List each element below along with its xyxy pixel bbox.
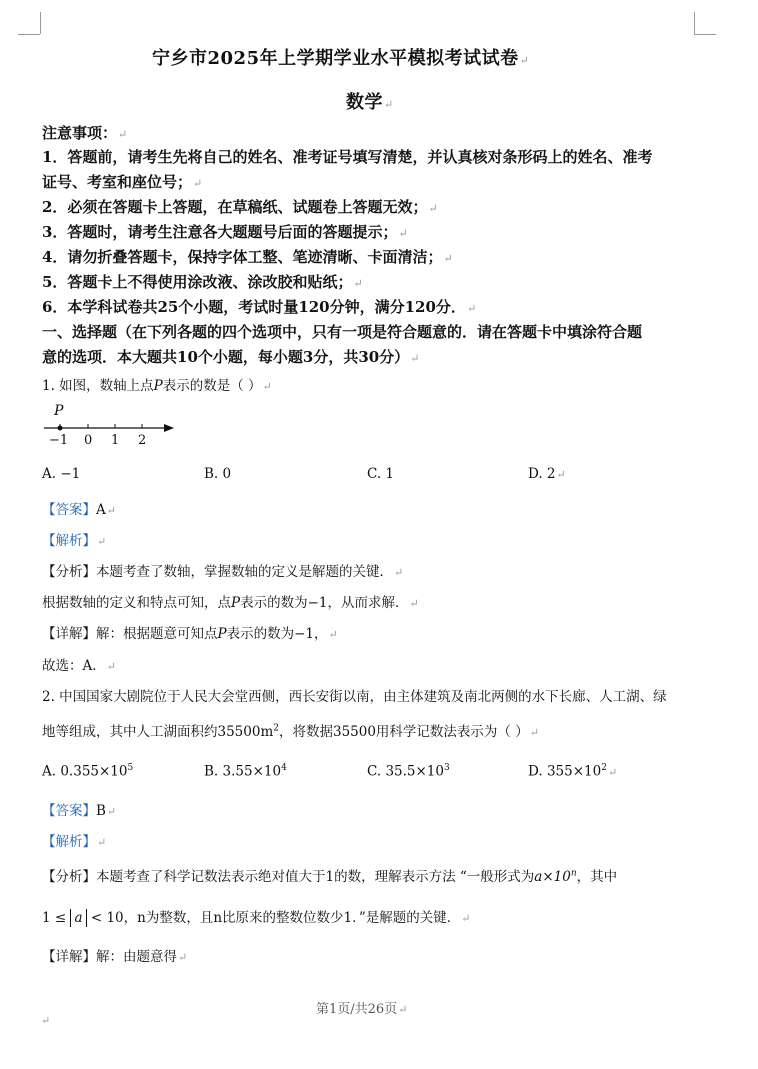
q1-fenxi: 【分析】本题考查了数轴，掌握数轴的定义是解题的关键．↵ [42,564,404,580]
q1-answer: 【答案】A↵ [42,502,116,518]
tick-label: 1 [111,433,120,448]
tick-label: 0 [84,433,93,448]
q2-detail: 【详解】解：由题意得↵ [42,949,188,965]
crop-mark-top-right-h [694,34,716,35]
point-p-label: P [54,403,64,419]
q1-analysis-tag: 【解析】↵ [42,533,107,549]
q1-reason: 根据数轴的定义和特点可知，点P表示的数为−1，从而求解．↵ [42,595,419,611]
q2-stem-line2: 地等组成，其中人工湖面积约$35500m^2$，将数据35500用科学记数法表示为（ ）↵ [42,723,539,740]
notes-item-3: 3．答题时，请考生注意各大题题号后面的答题提示；↵ [42,223,408,241]
q2-fenxi: 【分析】本题考查了科学记数法表示绝对值大于1的数，理解表示方法 “一般形式为$a\times 10^n$，其中 [42,868,618,885]
point-p-dot [58,426,63,431]
q2-answer: 【答案】B↵ [42,803,117,819]
q2-option-d: D. $355\times 10^2↵$ [528,763,618,780]
crop-mark-top-left-h [18,34,40,35]
tick-label: −1 [49,433,69,448]
q1-stem: 1. 如图，数轴上点P表示的数是（ ）↵ [42,378,272,394]
q2-analysis-tag: 【解析】↵ [42,834,107,850]
tick-label: 2 [138,433,147,448]
q1-option-d: D. 2↵ [528,466,566,482]
paragraph-mark-icon: ↵ [519,54,530,67]
paragraph-mark-icon: ↵ [41,1014,51,1027]
subject-title: 数学↵ [346,92,394,113]
section-heading-line1: 一、选择题（在下列各题的四个选项中，只有一项是符合题意的．请在答题卡中填涂符合题 [42,323,643,341]
number-line-figure [40,400,180,450]
q2-condition: 1 ≤ a < 10，n为整数，且n比原来的整数位数少1．”是解题的关键．↵ [42,910,471,926]
q2-option-b: B. $3.55\times 10^4$ [204,763,287,780]
q1-choose: 故选：A．↵ [42,658,116,674]
paragraph-mark-icon: ↵ [384,98,394,111]
notes-item-4: 4．请勿折叠答题卡，保持字体工整、笔迹清晰、卡面清洁；↵ [42,248,453,266]
q1-option-a: A. −1 [42,466,81,482]
notes-item-2: 2．必须在答题卡上答题，在草稿纸、试题卷上答题无效；↵ [42,198,438,216]
q2-stem-line1: 2. 中国国家大剧院位于人民大会堂西侧，西长安街以南，由主体建筑及南北两侧的水下长廊、人工湖、绿 [42,689,667,705]
notes-item-1-cont: 证号、考室和座位号；↵ [42,173,203,191]
q1-option-c: C. 1 [367,466,395,482]
notes-item-1: 1．答题前，请考生先将自己的姓名、准考证号填写清楚，并认真核对条形码上的姓名、准考 [42,148,653,166]
arrow-right-icon [164,424,174,432]
q2-option-c: C. $35.5\times 10^3$ [367,763,450,780]
crop-mark-top-left-v [40,12,41,34]
q1-detail: 【详解】解：根据题意可知点P表示的数为−1，↵ [42,626,338,642]
crop-mark-top-right-v [694,12,695,34]
notes-heading: 注意事项：↵ [42,124,128,142]
section-heading-line2: 意的选项．本大题共10个小题，每小题3分，共30分）↵ [42,348,420,366]
notes-item-5: 5．答题卡上不得使用涂改液、涂改胶和贴纸；↵ [42,273,363,291]
document-title: 宁乡市2025年上学期学业水平模拟考试试卷↵ [152,48,530,69]
q1-option-b: B. 0 [204,466,232,482]
page-footer: 第1页/共26页↵ [316,1002,408,1017]
notes-item-6: 6．本学科试卷共25个小题，考试时量120分钟，满分120分．↵ [42,298,477,316]
q2-option-a: A. $0.355\times 10^5$ [42,763,134,780]
